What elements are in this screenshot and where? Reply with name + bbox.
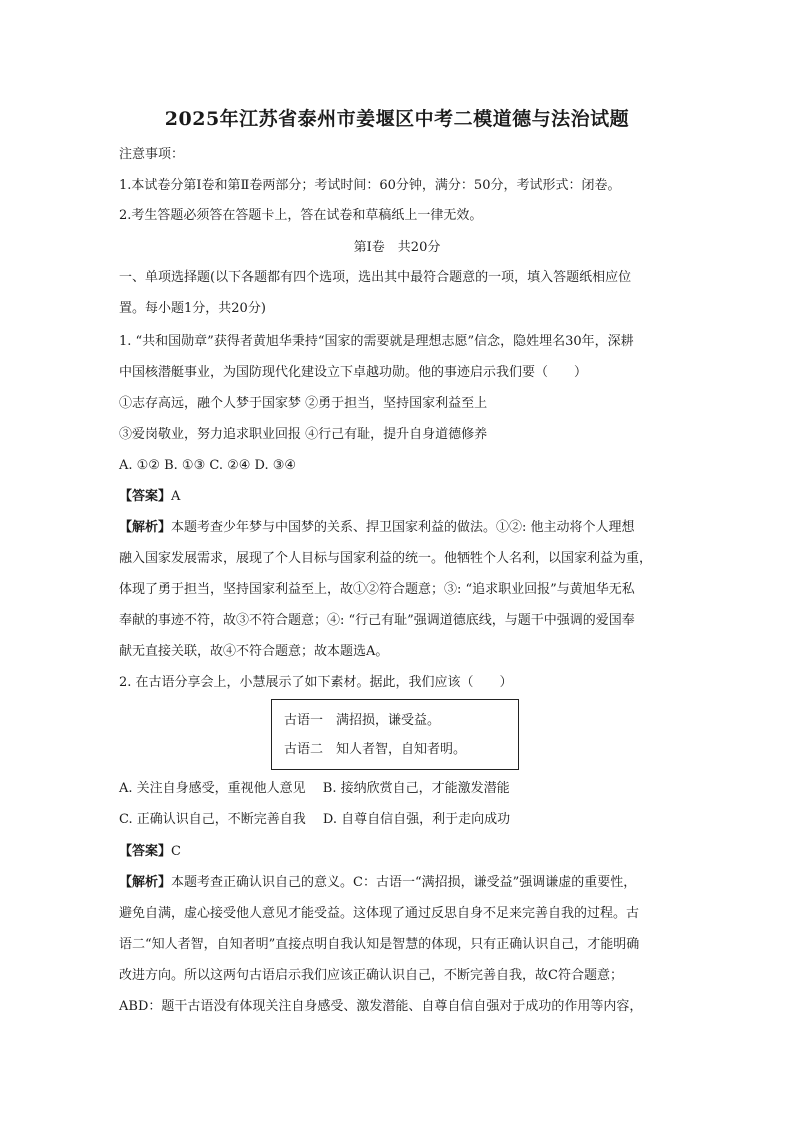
quote-2: 古语二 知人者智，自知者明。 bbox=[284, 742, 467, 757]
answer-value: A bbox=[171, 489, 181, 504]
q2-analysis-line-4: 改进方向。所以这两句古语启示我们应该正确认识自己，不断完善自我，故C符合题意； bbox=[119, 968, 623, 983]
analysis-text: 本题考查正确认识自己的意义。C：古语一“满招损，谦受益”强调谦虚的重要性， bbox=[171, 875, 637, 890]
notice-item-2: 2.考生答题必须答在答题卡上，答在试卷和草稿纸上一律无效。 bbox=[119, 208, 483, 223]
q1-statements-2: ③爱岗敬业，努力追求职业回报 ④行己有耻，提升自身道德修养 bbox=[119, 427, 488, 442]
analysis-text: 本题考查少年梦与中国梦的关系、捍卫国家利益的做法。①②: 他主动将个人理想 bbox=[171, 520, 635, 535]
analysis-tag: 【解析】 bbox=[119, 520, 172, 535]
notice-item-1: 1.本试卷分第Ⅰ卷和第Ⅱ卷两部分；考试时间：60分钟，满分：50分，考试形式：闭卷。 bbox=[119, 178, 621, 193]
q1-choices: A. ①② B. ①③ C. ②④ D. ③④ bbox=[119, 458, 297, 473]
answer-value: C bbox=[171, 844, 181, 859]
q2-choices-1: A. 关注自身感受，重视他人意见 B. 接纳欣赏自己，才能激发潜能 bbox=[119, 781, 510, 796]
q1-analysis bbox=[119, 519, 679, 537]
section-instruction-cont: 置。每小题1分，共20分) bbox=[119, 301, 266, 316]
q2-choices-2: C. 正确认识自己，不断完善自我 D. 自尊自信自强，利于走向成功 bbox=[119, 812, 511, 827]
section-instruction: 一、单项选择题(以下各题都有四个选项，选出其中最符合题意的一项，填入答题纸相应位 bbox=[119, 270, 632, 285]
q1-analysis-line-2: 融入国家发展需求，展现了个人目标与国家利益的统一。他牺牲个人名利，以国家利益为重， bbox=[119, 551, 653, 566]
page-title: 2025年江苏省泰州市姜堰区中考二模道德与法治试题 bbox=[164, 108, 630, 130]
q1-analysis-line-5: 献无直接关联，故④不符合题意；故本题选A。 bbox=[119, 644, 389, 659]
quote-1: 古语一 满招损，谦受益。 bbox=[284, 713, 441, 728]
q2-analysis bbox=[119, 874, 679, 892]
section-heading: 第Ⅰ卷 共20分 bbox=[353, 240, 441, 255]
q2-analysis-line-3: 语二“知人者智，自知者明”直接点明自我认知是智慧的体现，只有正确认识自己，才能明确 bbox=[119, 937, 640, 952]
q1-analysis-line-3: 体现了勇于担当，坚持国家利益至上，故①②符合题意；③: “追求职业回报”与黄旭华无私 bbox=[119, 582, 635, 597]
answer-tag: 【答案】 bbox=[119, 844, 172, 859]
q1-statements-1: ①志存高远，融个人梦于国家梦 ②勇于担当，坚持国家利益至上 bbox=[119, 396, 488, 411]
notice-heading: 注意事项： bbox=[119, 147, 185, 162]
q2-stem: 2. 在古语分享会上，小慧展示了如下素材。据此，我们应该（ ） bbox=[119, 675, 513, 690]
analysis-tag: 【解析】 bbox=[119, 875, 172, 890]
q2-answer bbox=[119, 843, 679, 861]
q1-answer bbox=[119, 488, 679, 506]
q2-analysis-line-5: ABD：题干古语没有体现关注自身感受、激发潜能、自尊自信自强对于成功的作用等内容， bbox=[119, 999, 643, 1014]
q2-analysis-line-2: 避免自满，虚心接受他人意见才能受益。这体现了通过反思自身不足来完善自我的过程。古 bbox=[119, 906, 640, 921]
q1-analysis-line-4: 奉献的事迹不符，故③不符合题意；④: “行己有耻”强调道德底线，与题干中强调的爱国奉 bbox=[119, 613, 635, 628]
quote-box bbox=[271, 699, 519, 770]
answer-tag: 【答案】 bbox=[119, 489, 172, 504]
q1-stem-cont: 中国核潜艇事业，为国防现代化建设立下卓越功勋。他的事迹启示我们要（ ） bbox=[119, 365, 588, 380]
q1-stem: 1. “共和国勋章”获得者黄旭华秉持“国家的需要就是理想志愿”信念，隐姓埋名30年，深耕 bbox=[119, 334, 634, 349]
